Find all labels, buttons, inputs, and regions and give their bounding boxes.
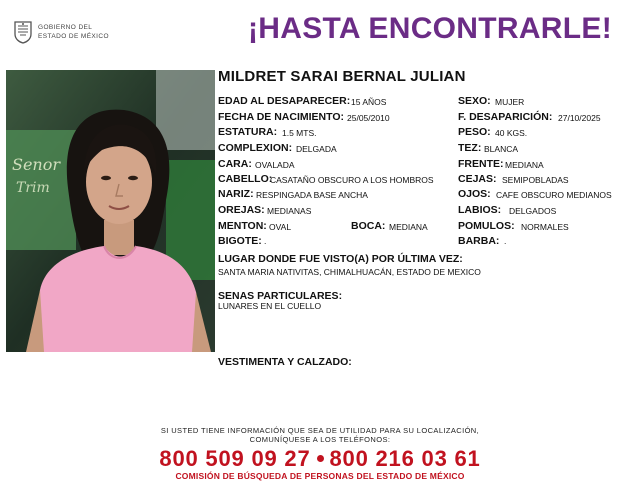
phone-number-2[interactable]: 800 216 03 61 xyxy=(329,446,481,471)
sex-label: SEXO: xyxy=(458,95,491,107)
headline: ¡HASTA ENCONTRARLE! xyxy=(248,12,613,45)
eyes-label: OJOS: xyxy=(458,188,491,200)
contact-note-line1: SI USTED TIENE INFORMACIÓN QUE SEA DE UTILIDAD PARA SU LOCALIZACIÓN, xyxy=(160,426,480,435)
beard-label: BARBA: xyxy=(458,235,500,247)
government-name-line1: GOBIERNO DEL xyxy=(38,24,93,31)
face-value: OVALADA xyxy=(255,160,295,170)
cheekbones-value: NORMALES xyxy=(521,222,569,232)
state-seal-icon xyxy=(12,20,34,44)
age-value: 15 AÑOS xyxy=(351,97,387,107)
sex-value: MUJER xyxy=(495,97,525,107)
mouth-label: BOCA: xyxy=(351,220,386,232)
face-label: CARA: xyxy=(218,158,252,170)
person-name: MILDRET SARAI BERNAL JULIAN xyxy=(218,68,466,85)
nose-value: RESPINGADA BASE ANCHA xyxy=(256,190,368,200)
mustache-label: BIGOTE: xyxy=(218,235,262,247)
birth-date-label: FECHA DE NACIMIENTO: xyxy=(218,111,344,123)
commission-name: COMISIÓN DE BÚSQUEDA DE PERSONAS DEL ESTADO DE MÉXICO xyxy=(175,471,465,481)
complexion-tone-label: TEZ: xyxy=(458,142,482,154)
clothing-label: VESTIMENTA Y CALZADO: xyxy=(218,356,352,368)
last-seen-label: LUGAR DONDE FUE VISTO(A) POR ÚLTIMA VEZ: xyxy=(218,253,463,265)
lips-value: DELGADOS xyxy=(509,206,557,216)
forehead-label: FRENTE: xyxy=(458,158,504,170)
mouth-value: MEDIANA xyxy=(389,222,428,232)
portrait-illustration xyxy=(6,70,215,352)
eyebrows-label: CEJAS: xyxy=(458,173,497,185)
age-label: EDAD AL DESAPARECER: xyxy=(218,95,351,107)
weight-label: PESO: xyxy=(458,126,491,138)
height-label: ESTATURA: xyxy=(218,126,278,138)
chin-value: OVAL xyxy=(269,222,292,232)
svg-text:Senor: Senor xyxy=(12,155,61,174)
eyes-value: CAFE OBSCURO MEDIANOS xyxy=(496,190,612,200)
disappearance-date-value: 27/10/2025 xyxy=(558,113,601,123)
svg-text:Trim: Trim xyxy=(16,180,50,196)
beard-value: . xyxy=(504,236,507,246)
build-value: DELGADA xyxy=(296,144,337,154)
last-seen-value: SANTA MARIA NATIVITAS, CHIMALHUACÁN, ESTADO DE MEXICO xyxy=(218,267,481,277)
distinctive-marks-label: SENAS PARTICULARES: xyxy=(218,290,343,302)
phone-number-1[interactable]: 800 509 09 27 xyxy=(159,446,311,471)
hair-value: CASATAÑO OBSCURO A LOS HOMBROS xyxy=(270,175,434,185)
complexion-tone-value: BLANCA xyxy=(484,144,519,154)
cheekbones-label: POMULOS: xyxy=(458,220,515,232)
forehead-value: MEDIANA xyxy=(505,160,544,170)
build-label: COMPLEXION: xyxy=(218,142,293,154)
chin-label: MENTON: xyxy=(218,220,267,232)
distinctive-marks-value: LUNARES EN EL CUELLO xyxy=(218,301,322,311)
government-name-line2: ESTADO DE MÉXICO xyxy=(38,33,109,40)
ears-value: MEDIANAS xyxy=(267,206,312,216)
nose-label: NARIZ: xyxy=(218,188,254,200)
ears-label: OREJAS: xyxy=(218,204,265,216)
phone-numbers xyxy=(0,446,640,472)
weight-value: 40 KGS. xyxy=(495,128,528,138)
mustache-value: . xyxy=(264,236,267,246)
birth-date-value: 25/05/2010 xyxy=(347,113,390,123)
disappearance-date-label: F. DESAPARICIÓN: xyxy=(458,111,553,123)
lips-label: LABIOS: xyxy=(458,204,502,216)
contact-note-line2: COMUNÍQUESE A LOS TELÉFONOS: xyxy=(249,435,391,444)
government-logo xyxy=(12,20,122,48)
hair-label: CABELLO: xyxy=(218,173,273,185)
missing-person-photo xyxy=(6,70,215,352)
separator-dot-icon xyxy=(317,455,324,462)
height-value: 1.5 MTS. xyxy=(282,128,317,138)
eyebrows-value: SEMIPOBLADAS xyxy=(502,175,569,185)
